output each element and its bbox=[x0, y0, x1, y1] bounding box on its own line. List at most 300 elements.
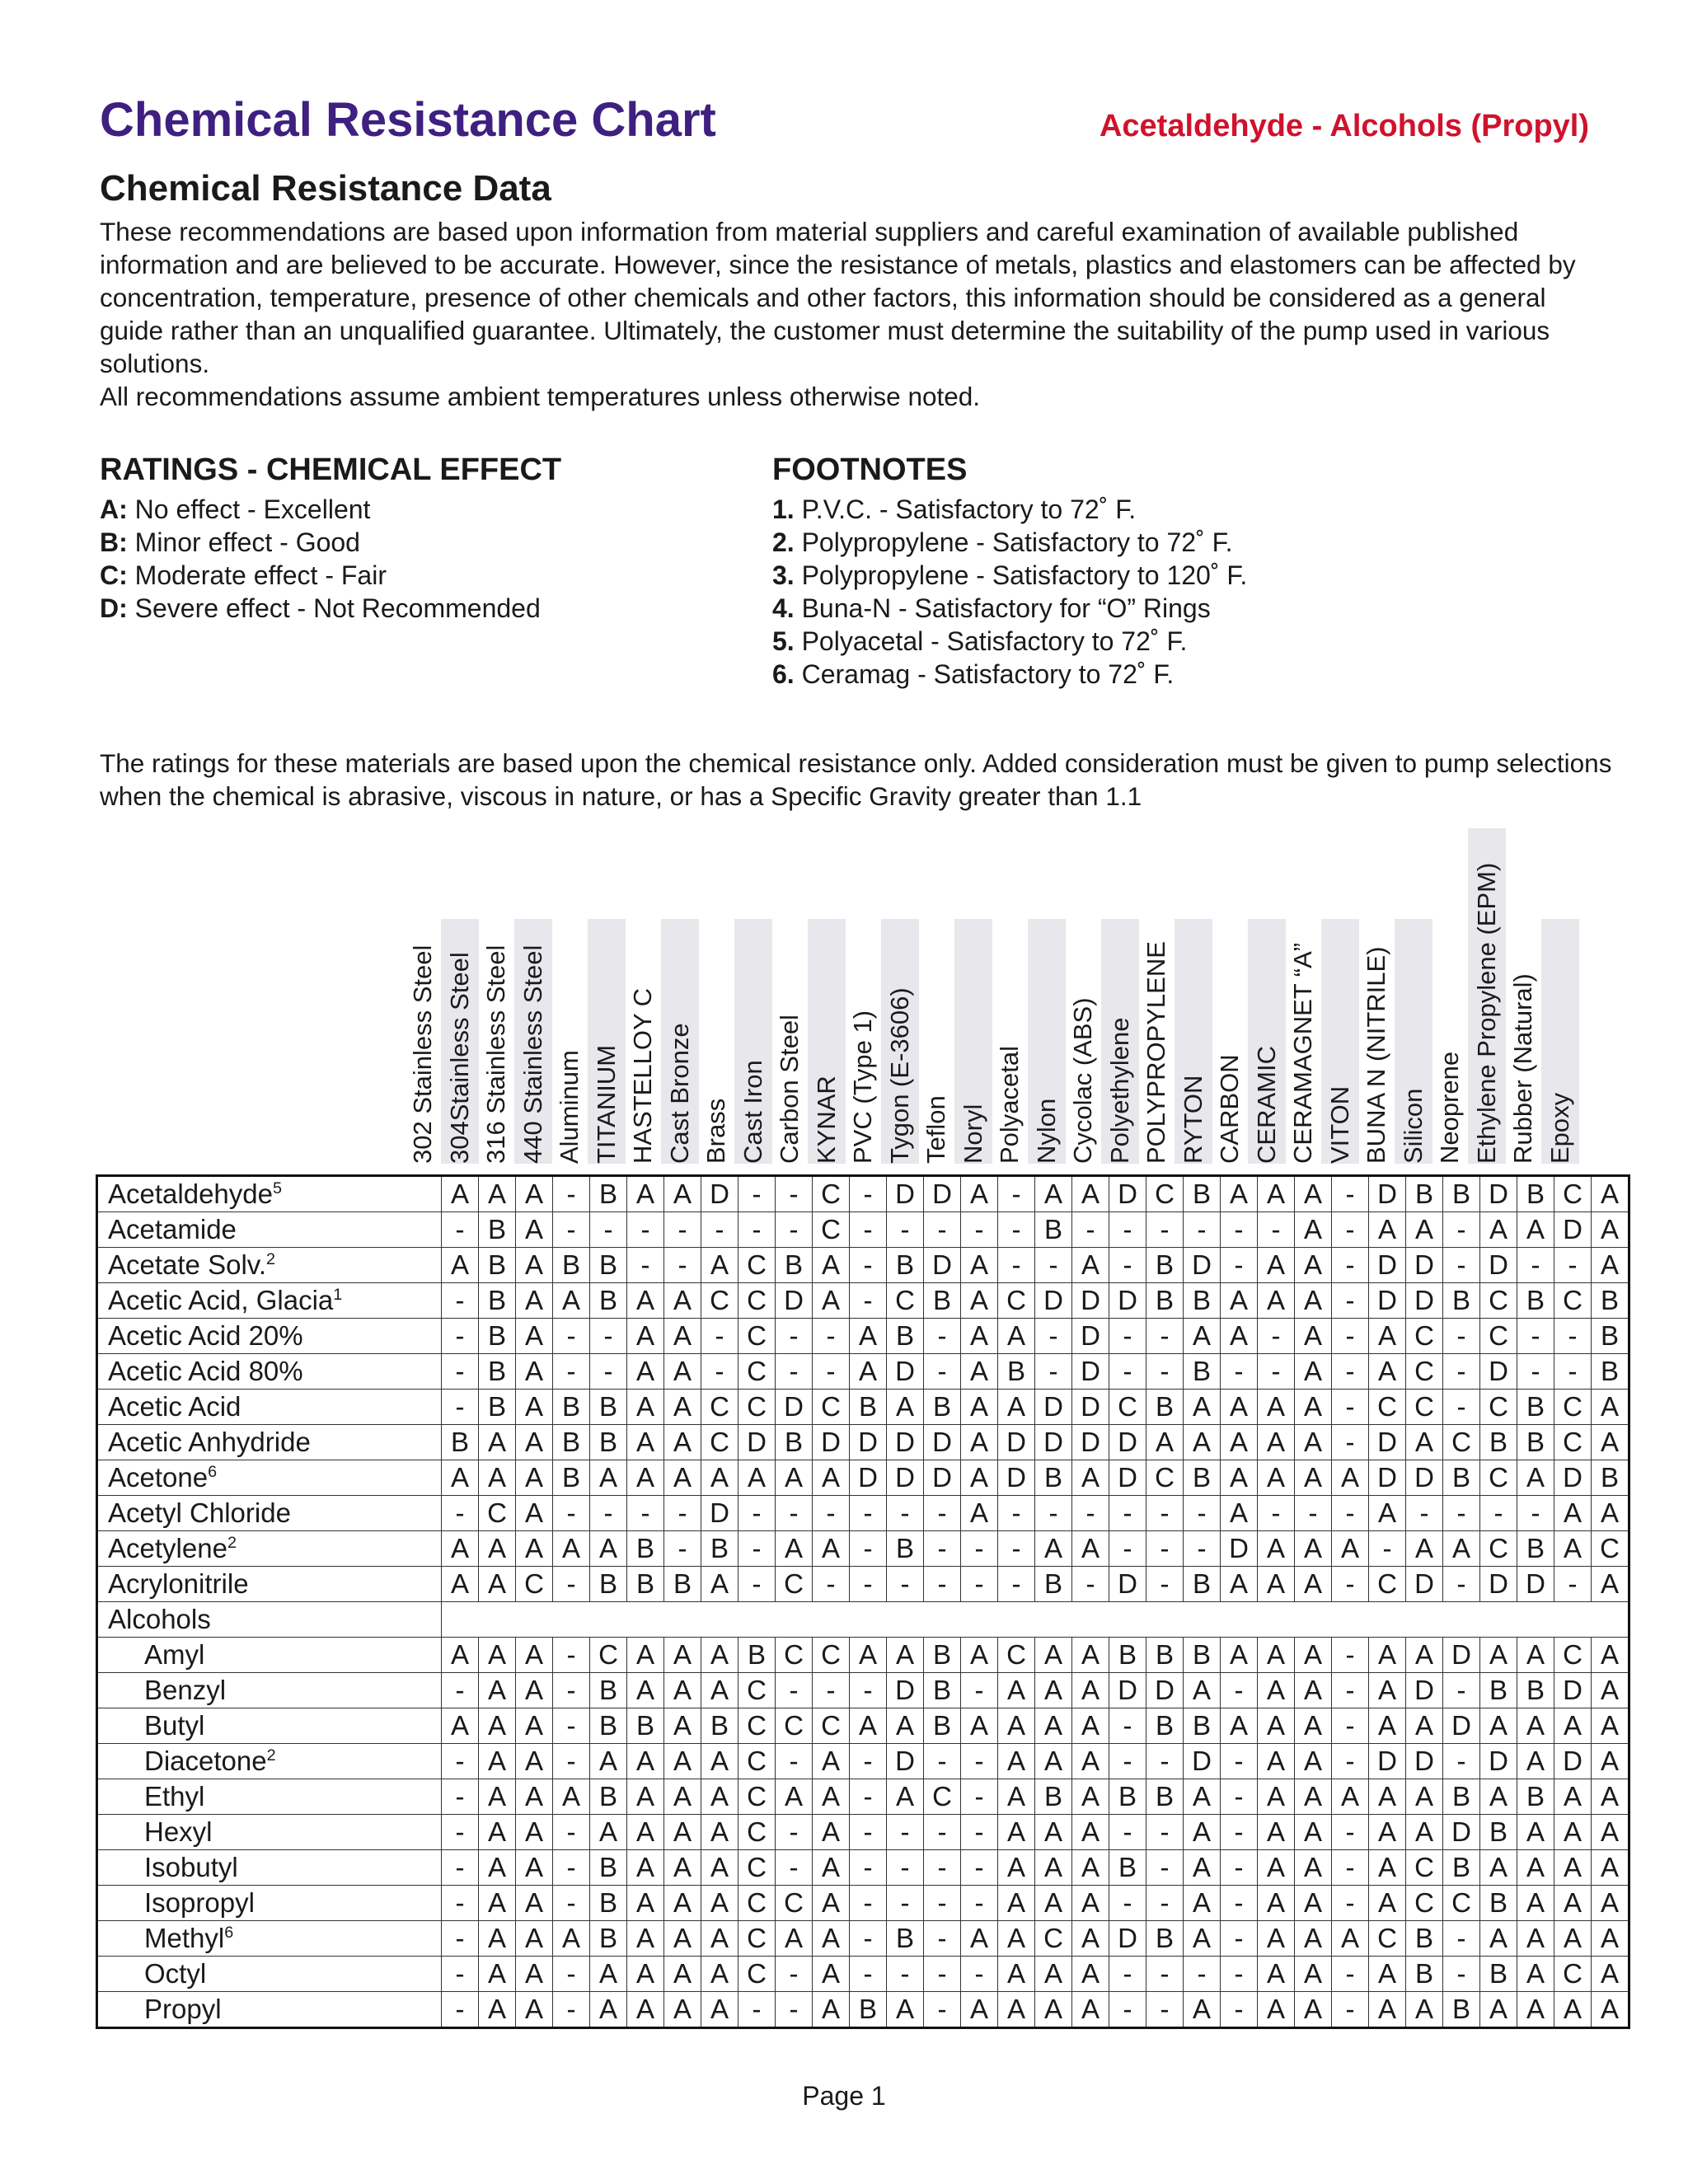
rating-cell: - bbox=[1221, 1921, 1258, 1957]
rating-cell: - bbox=[553, 1638, 590, 1673]
footnote-key: 1. bbox=[772, 494, 795, 524]
rating-cell: - bbox=[813, 1567, 850, 1602]
rating-cell: C bbox=[887, 1283, 924, 1319]
rating-cell: - bbox=[961, 1779, 998, 1815]
rating-cell: - bbox=[961, 1567, 998, 1602]
rating-cell: A bbox=[1258, 1957, 1295, 1992]
rating-cell: A bbox=[961, 1921, 998, 1957]
rating-cell: D bbox=[1406, 1567, 1443, 1602]
rating-cell: B bbox=[1443, 1779, 1480, 1815]
rating-cell: D bbox=[924, 1248, 961, 1283]
rating-text: Moderate effect - Fair bbox=[127, 560, 387, 590]
rating-cell: A bbox=[1072, 1531, 1109, 1567]
rating-cell: B bbox=[590, 1567, 627, 1602]
rating-cell: D bbox=[887, 1176, 924, 1212]
rating-cell: - bbox=[553, 1744, 590, 1779]
rating-cell: A bbox=[627, 1921, 664, 1957]
rating-cell: A bbox=[1295, 1425, 1332, 1460]
rating-cell: A bbox=[1221, 1319, 1258, 1354]
rating-cell: - bbox=[442, 1886, 479, 1921]
rating-cell: - bbox=[850, 1496, 887, 1531]
rating-cell: A bbox=[813, 1531, 850, 1567]
column-header-label: Epoxy bbox=[1545, 1092, 1574, 1164]
rating-cell: - bbox=[850, 1248, 887, 1283]
rating-cell: A bbox=[664, 1638, 701, 1673]
rating-cell: - bbox=[442, 1957, 479, 1992]
rating-cell: D bbox=[1554, 1212, 1592, 1248]
rating-cell: B bbox=[590, 1425, 627, 1460]
footnote-key: 2. bbox=[772, 527, 795, 557]
rating-cell: A bbox=[1517, 1850, 1554, 1886]
rating-cell: D bbox=[1109, 1567, 1146, 1602]
rating-cell: - bbox=[1109, 1886, 1146, 1921]
chemical-name: Isobutyl bbox=[97, 1850, 442, 1886]
column-header bbox=[954, 919, 992, 1164]
rating-cell: - bbox=[998, 1496, 1035, 1531]
rating-cell: A bbox=[1592, 1815, 1629, 1850]
rating-cell: A bbox=[1035, 1992, 1072, 2028]
rating-cell: - bbox=[738, 1212, 776, 1248]
rating-cell: A bbox=[1592, 1886, 1629, 1921]
rating-cell: A bbox=[738, 1460, 776, 1496]
rating-cell: A bbox=[479, 1992, 516, 2028]
rating-cell: A bbox=[813, 1957, 850, 1992]
rating-cell: A bbox=[1258, 1425, 1295, 1460]
rating-cell: A bbox=[1295, 1921, 1332, 1957]
rating-cell: A bbox=[701, 1638, 738, 1673]
footnote-item bbox=[772, 493, 1247, 526]
rating-cell: A bbox=[479, 1708, 516, 1744]
rating-cell: A bbox=[998, 1850, 1035, 1886]
rating-cell: D bbox=[776, 1390, 813, 1425]
rating-cell: - bbox=[1480, 1496, 1517, 1531]
rating-cell: B bbox=[1146, 1390, 1184, 1425]
rating-cell: D bbox=[1443, 1815, 1480, 1850]
rating-cell: - bbox=[850, 1567, 887, 1602]
rating-cell: - bbox=[1109, 1248, 1146, 1283]
rating-cell: A bbox=[1184, 1673, 1221, 1708]
rating-cell: A bbox=[813, 1248, 850, 1283]
rating-cell: B bbox=[1443, 1283, 1480, 1319]
rating-cell: - bbox=[1221, 1354, 1258, 1390]
rating-cell: B bbox=[1443, 1992, 1480, 2028]
rating-text: No effect - Excellent bbox=[127, 494, 371, 524]
rating-cell: B bbox=[1035, 1779, 1072, 1815]
rating-cell: B bbox=[887, 1531, 924, 1567]
rating-cell: D bbox=[1517, 1567, 1554, 1602]
rating-cell: A bbox=[1554, 1921, 1592, 1957]
rating-cell: C bbox=[1369, 1390, 1406, 1425]
rating-cell: A bbox=[516, 1815, 553, 1850]
footnote-ref: 2 bbox=[266, 1250, 276, 1268]
footnote-text: Polypropylene - Satisfactory to 120˚ F. bbox=[794, 560, 1248, 590]
rating-cell: A bbox=[701, 1815, 738, 1850]
rating-text: Severe effect - Not Recommended bbox=[127, 593, 541, 623]
rating-cell: - bbox=[961, 1212, 998, 1248]
rating-cell: A bbox=[627, 1744, 664, 1779]
rating-cell: - bbox=[1221, 1779, 1258, 1815]
rating-cell: A bbox=[998, 1673, 1035, 1708]
rating-cell: A bbox=[664, 1886, 701, 1921]
rating-cell: - bbox=[776, 1354, 813, 1390]
rating-cell: C bbox=[1480, 1319, 1517, 1354]
rating-cell: A bbox=[701, 1248, 738, 1283]
rating-cell: A bbox=[516, 1390, 553, 1425]
rating-cell: A bbox=[1258, 1638, 1295, 1673]
rating-cell: - bbox=[850, 1779, 887, 1815]
rating-cell: - bbox=[1184, 1212, 1221, 1248]
rating-cell: B bbox=[1443, 1850, 1480, 1886]
rating-cell: B bbox=[1517, 1779, 1554, 1815]
rating-cell: A bbox=[1480, 1850, 1517, 1886]
rating-cell: D bbox=[887, 1354, 924, 1390]
column-header-label: TITANIUM bbox=[591, 1044, 621, 1164]
rating-cell: - bbox=[961, 1531, 998, 1567]
rating-cell: D bbox=[1480, 1248, 1517, 1283]
rating-cell: - bbox=[442, 1390, 479, 1425]
rating-cell: B bbox=[887, 1921, 924, 1957]
rating-cell: C bbox=[516, 1567, 553, 1602]
chemical-name: Acrylonitrile bbox=[97, 1567, 442, 1602]
rating-cell: A bbox=[1554, 1815, 1592, 1850]
rating-item bbox=[100, 592, 561, 625]
rating-cell: B bbox=[1109, 1850, 1146, 1886]
rating-cell: D bbox=[1072, 1319, 1109, 1354]
rating-cell: A bbox=[813, 1460, 850, 1496]
rating-cell: A bbox=[1184, 1850, 1221, 1886]
rating-cell: - bbox=[1369, 1531, 1406, 1567]
rating-cell: A bbox=[664, 1460, 701, 1496]
rating-cell: C bbox=[1369, 1567, 1406, 1602]
page-title: Chemical Resistance Chart bbox=[100, 93, 716, 147]
rating-cell: B bbox=[776, 1248, 813, 1283]
rating-cell: - bbox=[553, 1673, 590, 1708]
rating-cell: A bbox=[479, 1957, 516, 1992]
rating-cell: A bbox=[627, 1815, 664, 1850]
rating-cell: - bbox=[1443, 1496, 1480, 1531]
chemical-name: Butyl bbox=[97, 1708, 442, 1744]
rating-cell: - bbox=[1258, 1212, 1295, 1248]
rating-cell: C bbox=[1406, 1354, 1443, 1390]
rating-cell: B bbox=[664, 1567, 701, 1602]
rating-cell: - bbox=[738, 1567, 776, 1602]
rating-cell: A bbox=[1369, 1638, 1406, 1673]
rating-cell: - bbox=[627, 1248, 664, 1283]
rating-cell: A bbox=[553, 1531, 590, 1567]
rating-cell: A bbox=[1035, 1744, 1072, 1779]
column-header-label: Brass bbox=[701, 1098, 730, 1164]
rating-cell: A bbox=[887, 1779, 924, 1815]
rating-cell: - bbox=[850, 1815, 887, 1850]
rating-cell: B bbox=[1517, 1425, 1554, 1460]
table-row bbox=[97, 1744, 1629, 1779]
rating-cell: C bbox=[738, 1708, 776, 1744]
rating-cell: - bbox=[1072, 1567, 1109, 1602]
rating-cell: A bbox=[479, 1531, 516, 1567]
rating-cell: A bbox=[516, 1212, 553, 1248]
rating-cell: A bbox=[887, 1390, 924, 1425]
rating-cell: A bbox=[961, 1354, 998, 1390]
rating-cell: A bbox=[1592, 1779, 1629, 1815]
rating-cell: - bbox=[887, 1212, 924, 1248]
rating-cell bbox=[961, 1602, 998, 1638]
rating-cell: A bbox=[701, 1957, 738, 1992]
rating-cell bbox=[1517, 1602, 1554, 1638]
column-header bbox=[661, 919, 699, 1164]
note-text: The ratings for these materials are based upon the chemical resistance only. Added consideration must be given to pump selections when the chemical is abrasive, viscous in nature, or has a Specific Gravity greater than 1.1 bbox=[100, 748, 1612, 811]
rating-cell: C bbox=[776, 1567, 813, 1602]
rating-cell: A bbox=[590, 1460, 627, 1496]
rating-cell: - bbox=[1258, 1354, 1295, 1390]
footnote-item bbox=[772, 559, 1247, 592]
rating-cell: - bbox=[850, 1744, 887, 1779]
rating-cell: C bbox=[479, 1496, 516, 1531]
rating-cell: C bbox=[776, 1886, 813, 1921]
rating-cell: D bbox=[738, 1425, 776, 1460]
rating-cell: - bbox=[590, 1354, 627, 1390]
rating-cell: - bbox=[1332, 1708, 1369, 1744]
rating-cell: A bbox=[1258, 1460, 1295, 1496]
rating-cell: A bbox=[553, 1283, 590, 1319]
chemical-name: Acetamide bbox=[97, 1212, 442, 1248]
rating-cell: B bbox=[998, 1354, 1035, 1390]
rating-cell: - bbox=[1221, 1957, 1258, 1992]
ratings-legend bbox=[100, 450, 561, 625]
rating-key: B: bbox=[100, 527, 128, 557]
rating-cell: D bbox=[1109, 1425, 1146, 1460]
rating-cell: B bbox=[1146, 1283, 1184, 1319]
rating-cell: D bbox=[887, 1744, 924, 1779]
column-header bbox=[588, 919, 626, 1164]
rating-cell: - bbox=[1258, 1496, 1295, 1531]
rating-cell: C bbox=[738, 1744, 776, 1779]
rating-cell: A bbox=[516, 1921, 553, 1957]
rating-cell: - bbox=[924, 1921, 961, 1957]
rating-cell: A bbox=[1554, 1886, 1592, 1921]
rating-cell: A bbox=[776, 1531, 813, 1567]
rating-cell: - bbox=[1221, 1886, 1258, 1921]
rating-cell: A bbox=[961, 1248, 998, 1283]
rating-cell: A bbox=[516, 1460, 553, 1496]
rating-cell: A bbox=[998, 1957, 1035, 1992]
footnotes-title: FOOTNOTES bbox=[772, 452, 968, 487]
rating-cell: B bbox=[553, 1460, 590, 1496]
rating-cell: - bbox=[924, 1815, 961, 1850]
rating-cell: C bbox=[1480, 1390, 1517, 1425]
column-header bbox=[477, 919, 515, 1164]
rating-cell: A bbox=[627, 1425, 664, 1460]
chemical-name: Benzyl bbox=[97, 1673, 442, 1708]
rating-cell bbox=[998, 1602, 1035, 1638]
rating-cell: A bbox=[1072, 1779, 1109, 1815]
rating-cell: A bbox=[1517, 1638, 1554, 1673]
rating-cell: D bbox=[1406, 1283, 1443, 1319]
rating-cell: B bbox=[924, 1390, 961, 1425]
rating-cell: A bbox=[1258, 1567, 1295, 1602]
rating-cell: - bbox=[442, 1354, 479, 1390]
rating-cell: B bbox=[590, 1921, 627, 1957]
rating-cell: A bbox=[813, 1779, 850, 1815]
rating-cell: - bbox=[961, 1744, 998, 1779]
rating-cell: - bbox=[1517, 1319, 1554, 1354]
rating-cell: - bbox=[442, 1921, 479, 1957]
column-header-label: Cast Bronze bbox=[664, 1023, 694, 1164]
column-header-label: Cast Iron bbox=[738, 1060, 767, 1164]
rating-cell: B bbox=[590, 1708, 627, 1744]
rating-cell: C bbox=[1369, 1921, 1406, 1957]
rating-item bbox=[100, 493, 561, 526]
column-header bbox=[1284, 919, 1322, 1164]
table-row bbox=[97, 1992, 1629, 2028]
footnote-ref: 1 bbox=[333, 1286, 343, 1304]
rating-cell: A bbox=[1072, 1744, 1109, 1779]
rating-cell: A bbox=[1184, 1779, 1221, 1815]
rating-cell: - bbox=[1443, 1673, 1480, 1708]
rating-cell: A bbox=[1406, 1992, 1443, 2028]
rating-cell: A bbox=[1517, 1744, 1554, 1779]
rating-cell: - bbox=[924, 1886, 961, 1921]
rating-cell bbox=[590, 1602, 627, 1638]
rating-cell: A bbox=[1258, 1176, 1295, 1212]
rating-cell: B bbox=[553, 1390, 590, 1425]
rating-cell: - bbox=[998, 1531, 1035, 1567]
rating-cell: B bbox=[1443, 1460, 1480, 1496]
rating-cell: A bbox=[961, 1176, 998, 1212]
rating-cell: D bbox=[1480, 1744, 1517, 1779]
rating-cell: B bbox=[479, 1248, 516, 1283]
rating-cell: A bbox=[701, 1779, 738, 1815]
column-header bbox=[624, 919, 662, 1164]
rating-cell: A bbox=[1369, 1992, 1406, 2028]
rating-cell: A bbox=[1072, 1673, 1109, 1708]
rating-cell: - bbox=[1146, 1815, 1184, 1850]
column-header bbox=[1395, 919, 1432, 1164]
rating-cell: A bbox=[998, 1886, 1035, 1921]
rating-cell: C bbox=[813, 1212, 850, 1248]
rating-cell: - bbox=[1109, 1957, 1146, 1992]
rating-cell: - bbox=[1443, 1921, 1480, 1957]
rating-cell: A bbox=[1554, 1779, 1592, 1815]
rating-cell: C bbox=[776, 1708, 813, 1744]
rating-cell: - bbox=[1146, 1531, 1184, 1567]
rating-cell: A bbox=[664, 1744, 701, 1779]
rating-cell: - bbox=[1332, 1390, 1369, 1425]
rating-cell: D bbox=[850, 1460, 887, 1496]
rating-cell: A bbox=[1184, 1815, 1221, 1850]
rating-cell: D bbox=[1072, 1354, 1109, 1390]
rating-cell: C bbox=[1480, 1531, 1517, 1567]
rating-cell: - bbox=[442, 1496, 479, 1531]
column-header-label: CERAMIC bbox=[1251, 1046, 1281, 1164]
column-header-label: Polyacetal bbox=[995, 1045, 1024, 1164]
rating-cell: C bbox=[998, 1638, 1035, 1673]
rating-cell: - bbox=[924, 1567, 961, 1602]
rating-cell: - bbox=[1443, 1957, 1480, 1992]
rating-cell: D bbox=[998, 1460, 1035, 1496]
rating-cell: C bbox=[1554, 1390, 1592, 1425]
column-header-label: 302 Stainless Steel bbox=[408, 944, 437, 1164]
rating-cell: A bbox=[961, 1460, 998, 1496]
rating-cell: D bbox=[1072, 1425, 1109, 1460]
rating-cell: B bbox=[776, 1425, 813, 1460]
rating-cell: C bbox=[1146, 1460, 1184, 1496]
rating-cell bbox=[1443, 1602, 1480, 1638]
column-header bbox=[881, 919, 919, 1164]
rating-cell: - bbox=[924, 1744, 961, 1779]
rating-cell: D bbox=[1554, 1673, 1592, 1708]
column-header-label: Carbon Steel bbox=[775, 1015, 804, 1164]
rating-cell: A bbox=[850, 1708, 887, 1744]
rating-cell: A bbox=[1258, 1283, 1295, 1319]
rating-cell: D bbox=[1369, 1460, 1406, 1496]
rating-cell: A bbox=[961, 1390, 998, 1425]
rating-cell: C bbox=[1406, 1390, 1443, 1425]
rating-cell: - bbox=[850, 1212, 887, 1248]
rating-cell: - bbox=[1146, 1567, 1184, 1602]
rating-cell: B bbox=[1184, 1283, 1221, 1319]
rating-cell: C bbox=[1554, 1425, 1592, 1460]
rating-cell: - bbox=[961, 1850, 998, 1886]
chemical-name: Diacetone$^2$ bbox=[97, 1744, 442, 1779]
rating-cell: - bbox=[924, 1212, 961, 1248]
rating-cell: A bbox=[516, 1992, 553, 2028]
rating-cell: C bbox=[1109, 1390, 1146, 1425]
rating-cell: A bbox=[701, 1886, 738, 1921]
rating-cell: D bbox=[887, 1673, 924, 1708]
rating-cell: A bbox=[1295, 1886, 1332, 1921]
rating-cell: - bbox=[1554, 1567, 1592, 1602]
rating-cell: A bbox=[998, 1319, 1035, 1354]
rating-cell: A bbox=[998, 1779, 1035, 1815]
rating-cell: D bbox=[813, 1425, 850, 1460]
rating-cell bbox=[850, 1602, 887, 1638]
rating-cell: A bbox=[479, 1673, 516, 1708]
rating-cell: B bbox=[1146, 1708, 1184, 1744]
rating-cell: C bbox=[776, 1638, 813, 1673]
rating-cell: A bbox=[664, 1673, 701, 1708]
rating-cell: A bbox=[627, 1992, 664, 2028]
footnote-text: Polyacetal - Satisfactory to 72˚ F. bbox=[794, 626, 1188, 656]
rating-cell: A bbox=[887, 1638, 924, 1673]
rating-cell: D bbox=[1554, 1460, 1592, 1496]
rating-cell: C bbox=[1146, 1176, 1184, 1212]
chemical-name: Acetic Acid 80% bbox=[97, 1354, 442, 1390]
rating-cell: A bbox=[664, 1176, 701, 1212]
rating-cell: A bbox=[516, 1319, 553, 1354]
column-header-label: CARBON bbox=[1215, 1054, 1244, 1164]
rating-cell: A bbox=[1035, 1886, 1072, 1921]
rating-cell: D bbox=[1480, 1176, 1517, 1212]
rating-cell: A bbox=[590, 1992, 627, 2028]
rating-cell: A bbox=[1480, 1708, 1517, 1744]
rating-cell: A bbox=[1221, 1283, 1258, 1319]
rating-cell: C bbox=[1406, 1850, 1443, 1886]
rating-cell: - bbox=[1517, 1248, 1554, 1283]
rating-cell: - bbox=[1443, 1744, 1480, 1779]
column-header bbox=[1431, 919, 1469, 1164]
rating-cell: D bbox=[1369, 1283, 1406, 1319]
rating-cell: A bbox=[1258, 1992, 1295, 2028]
rating-cell: C bbox=[813, 1638, 850, 1673]
rating-cell: B bbox=[627, 1708, 664, 1744]
rating-cell: A bbox=[1592, 1390, 1629, 1425]
rating-item bbox=[100, 526, 561, 559]
column-header-label: CERAMAGNET “A” bbox=[1288, 942, 1317, 1164]
rating-cell: - bbox=[1221, 1850, 1258, 1886]
rating-cell: A bbox=[1592, 1212, 1629, 1248]
rating-cell: - bbox=[1146, 1354, 1184, 1390]
column-header-label: 440 Stainless Steel bbox=[518, 944, 547, 1164]
